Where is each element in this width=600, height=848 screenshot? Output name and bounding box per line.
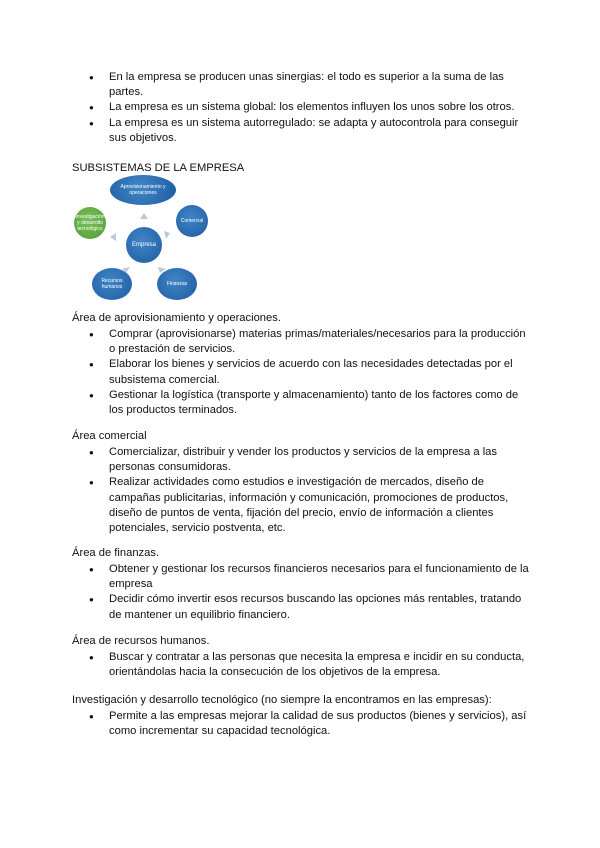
arrow-icon bbox=[140, 213, 148, 219]
section-title: Área comercial bbox=[72, 430, 147, 442]
section-bullet: ● Obtener y gestionar los recursos financieros necesarios para el funcionamiento de la empresa bbox=[72, 562, 532, 592]
intro-bullet-list bbox=[72, 70, 528, 146]
section-bullet-list bbox=[72, 650, 532, 680]
section-bullet: ● Decidir cómo invertir esos recursos buscando las opciones más rentables, tratando de mantener un equilibrio financiero. bbox=[72, 592, 532, 622]
arrow-icon bbox=[158, 267, 166, 273]
section-bullet-list bbox=[72, 562, 532, 623]
intro-bullet: ● La empresa es un sistema autorregulado: se adapta y autocontrola para conseguir sus objetivos. bbox=[72, 116, 528, 146]
diagram-node-bottom-left: Recursos humanos bbox=[92, 268, 132, 300]
section-investigacion bbox=[72, 693, 532, 739]
section-bullet: ● Comprar (aprovisionarse) materias primas/materiales/necesarios para la producción o prestación de servicios. bbox=[72, 327, 532, 357]
section-recursos-humanos bbox=[72, 634, 532, 680]
intro-bullet: ● En la empresa se producen unas sinergias: el todo es superior a la suma de las partes. bbox=[72, 70, 528, 100]
subsistemas-heading: SUBSISTEMAS DE LA EMPRESA bbox=[72, 162, 245, 174]
arrow-icon bbox=[110, 233, 116, 241]
section-bullet-list bbox=[72, 709, 532, 739]
section-title: Investigación y desarrollo tecnológico (no siempre la encontramos en las empresas): bbox=[72, 694, 492, 706]
diagram-node-bottom-right: Finanzas bbox=[157, 268, 197, 300]
diagram-node-top: Aprovisionamiento y operaciones bbox=[110, 175, 176, 205]
section-bullet: ● Realizar actividades como estudios e investigación de mercados, diseño de campañas publicitarias, información y comunicación, promociones de productos, diseño de puntos de venta, fijación del precio, envío de información a clientes potenciales, servicio postventa, etc. bbox=[72, 475, 532, 536]
section-title: Área de finanzas. bbox=[72, 547, 160, 559]
arrow-icon bbox=[164, 231, 170, 239]
section-bullet: ● Permite a las empresas mejorar la calidad de sus productos (bienes y servicios), así como incrementar su capacidad tecnológica. bbox=[72, 709, 532, 739]
intro-bullet: ● La empresa es un sistema global: los elementos influyen los unos sobre los otros. bbox=[72, 100, 528, 115]
section-bullet: ● Gestionar la logística (transporte y almacenamiento) tanto de los factores como de los productos terminados. bbox=[72, 388, 532, 418]
section-bullet-list bbox=[72, 445, 532, 536]
diagram-node-left: Investigación y desarrollo tecnológico bbox=[74, 207, 106, 239]
section-bullet: ● Buscar y contratar a las personas que necesita la empresa e incidir en su conducta, orientándolas hacia la consecución de los objetivos de la empresa. bbox=[72, 650, 532, 680]
section-comercial bbox=[72, 429, 532, 536]
section-bullet: ● Elaborar los bienes y servicios de acuerdo con las necesidades detectadas por el subsistema comercial. bbox=[72, 357, 532, 387]
diagram-node-center: Empresa bbox=[126, 227, 162, 263]
section-title: Área de recursos humanos. bbox=[72, 635, 210, 647]
diagram-arrows bbox=[74, 175, 210, 295]
section-bullet-list bbox=[72, 327, 532, 418]
diagram-node-right: Comercial bbox=[176, 205, 208, 237]
section-title: Área de aprovisionamiento y operaciones. bbox=[72, 312, 281, 324]
section-finanzas bbox=[72, 546, 532, 623]
subsystems-diagram bbox=[74, 175, 210, 295]
section-aprovisionamiento bbox=[72, 311, 532, 418]
arrow-icon bbox=[122, 267, 130, 273]
section-bullet: ● Comercializar, distribuir y vender los productos y servicios de la empresa a las personas consumidoras. bbox=[72, 445, 532, 475]
